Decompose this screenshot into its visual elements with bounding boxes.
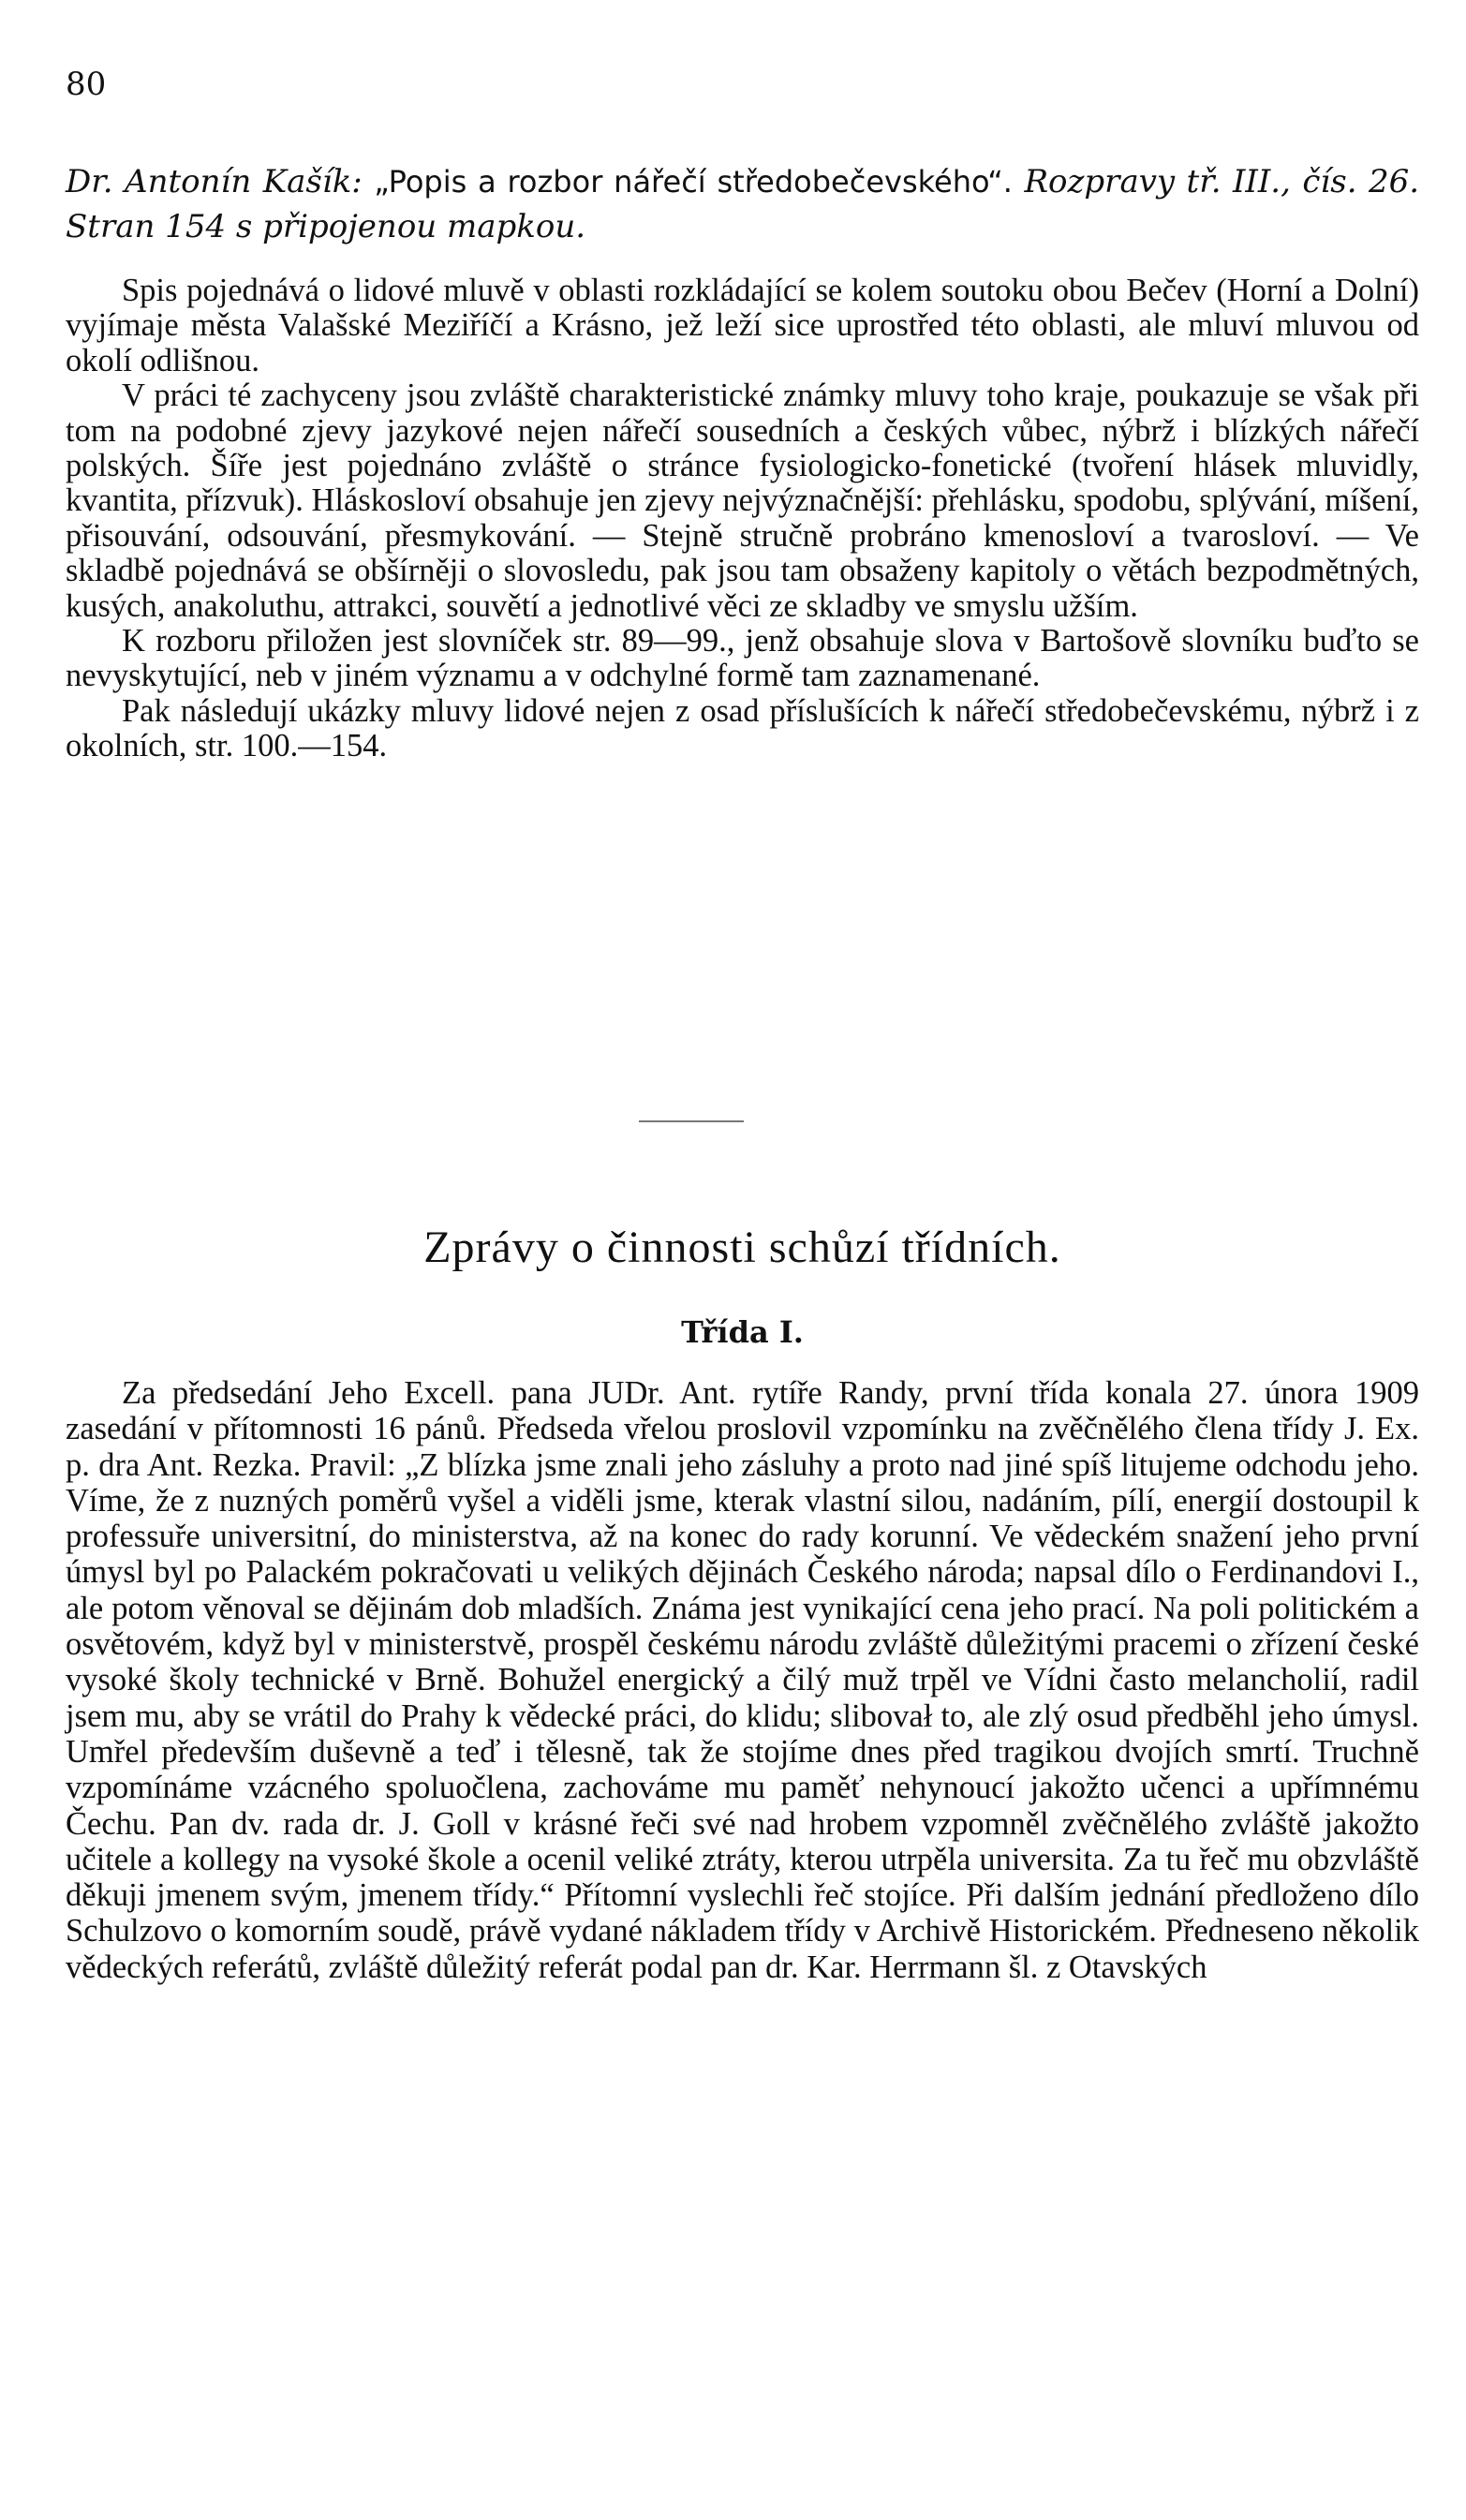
review-paragraph-3: K rozboru přiložen jest slovníček str. 89—99., jenž obsahuje slova v Bartošově slovníku buďto se nevyskytující, neb v jiném významu a v odchylné formě tam zaznamenané. bbox=[66, 623, 1419, 694]
review-body bbox=[66, 274, 1419, 764]
section-divider bbox=[639, 1120, 744, 1122]
bibliography-entry bbox=[66, 159, 1419, 249]
bibliography-author: Dr. Antonín Kašík: bbox=[66, 163, 363, 200]
report-paragraph-1: Za předsedání Jeho Excell. pana JUDr. Ant. rytíře Randy, první třída konala 27. února 1909 zasedání v přítomnosti 16 pánů. Předseda vřelou proslovil vzpomínku na zvěčnělého člena třídy J. Ex. p. dra Ant. Rezka. Pravil: „Z blízka jsme znali jeho zásluhy a proto nad jiné spíš litujeme odchodu jeho. Víme, že z nuzných poměrů vyšel a viděli jsme, kterak vlastní silou, nadáním, pílí, energií dostoupil k professuře universitní, do ministerstva, až na konec do rady korunní. Ve vědeckém snažení jeho první úmysl byl po Palackém pokračovati u velikých dějinách Českého národa; napsal dílo o Ferdinandovi I., ale potom věnoval se dějinám dob mladších. Známa jest vynikající cena jeho prací. Na poli politickém a osvětovém, když byl v ministerstvě, prospěl českému národu zvláště důležitými pracemi o zřízení české vysoké školy technické v Brně. Bohužel energický a čilý muž trpěl ve Vídni často melancholií, radil jsem mu, aby se vrátil do Prahy k vědecké práci, do klidu; slibovał to, ale zlý osud předběhl jeho úmysl. Umřel především duševně a teď i tělesně, tak že stojíme dnes před tragikou dvojích smrtí. Truchně vzpomínáme vzácného spoluočlena, zachováme mu paměť nehynoucí jakožto učenci a upřímnému Čechu. Pan dv. rada dr. J. Goll v krásné řeči své nad hrobem vzpomněl zvěčnělého zvláště jakožto učitele a kollegy na vysoké škole a ocenil veliké ztráty, kterou utrpěla universita. Za tu řeč mu obzvláště děkuji jmenem svým, jmenem třídy.“ Přítomní vyslechli řeč stojíce. Při dalším jednání předloženo dílo Schulzovo o komorním soudě, právě vydané nákladem třídy v Archivě Historickém. Předneseno několik vědeckých referátů, zvláště důležitý referát podal pan dr. Kar. Herrmann šl. z Otavských bbox=[66, 1375, 1419, 1985]
review-paragraph-1: Spis pojednává o lidové mluvě v oblasti rozkládající se kolem soutoku obou Bečev (Horní a Dolní) vyjímaje města Valašské Meziříčí a Krásno, jež leží sice uprostřed této oblasti, ale mluví mluvou od okolí odlišnou. bbox=[66, 273, 1419, 378]
bibliography-title: „Popis a rozbor nářečí středobečevského“. bbox=[374, 164, 1013, 200]
page-number: 80 bbox=[66, 66, 107, 103]
review-paragraph-2: V práci té zachyceny jsou zvláště charakteristické známky mluvy toho kraje, poukazuje se však při tom na podobné zjevy jazykové nejen nářečí sousedních a českých vůbec, nýbrž i blízkých nářečí polských. Šíře jest pojednáno zvláště o stránce fysiologicko-fonetické (tvoření hlásek mluvidly, kvantita, přízvuk). Hláskosloví obsahuje jen zjevy nejvýznačnější: přehlásku, spodobu, splývání, míšení, přisouvání, odsouvání, přesmykování. — Stejně stručně probráno kmenosloví a tvarosloví. — Ve skladbě pojednává se obšírněji o slovosledu, pak jsou tam obsaženy kapitoly o větách bezpodmětných, kusých, anakoluthu, attrakci, souvětí a jednotlivé věci ze skladby ve smyslu užším. bbox=[66, 378, 1419, 624]
report-body bbox=[66, 1375, 1419, 1985]
bibliography-details: Rozpravy tř. III., čís. 26. Stran 154 s připojenou mapkou. bbox=[66, 163, 1420, 245]
review-paragraph-4: Pak následují ukázky mluvy lidové nejen z osad příslušících k nářečí středobečevskému, nýbrž i z okolních, str. 100.—154. bbox=[66, 692, 1419, 764]
section-heading: Zprávy o činnosti schůzí třídních. bbox=[423, 1223, 1061, 1272]
section-subheading: Třída I. bbox=[681, 1314, 804, 1350]
